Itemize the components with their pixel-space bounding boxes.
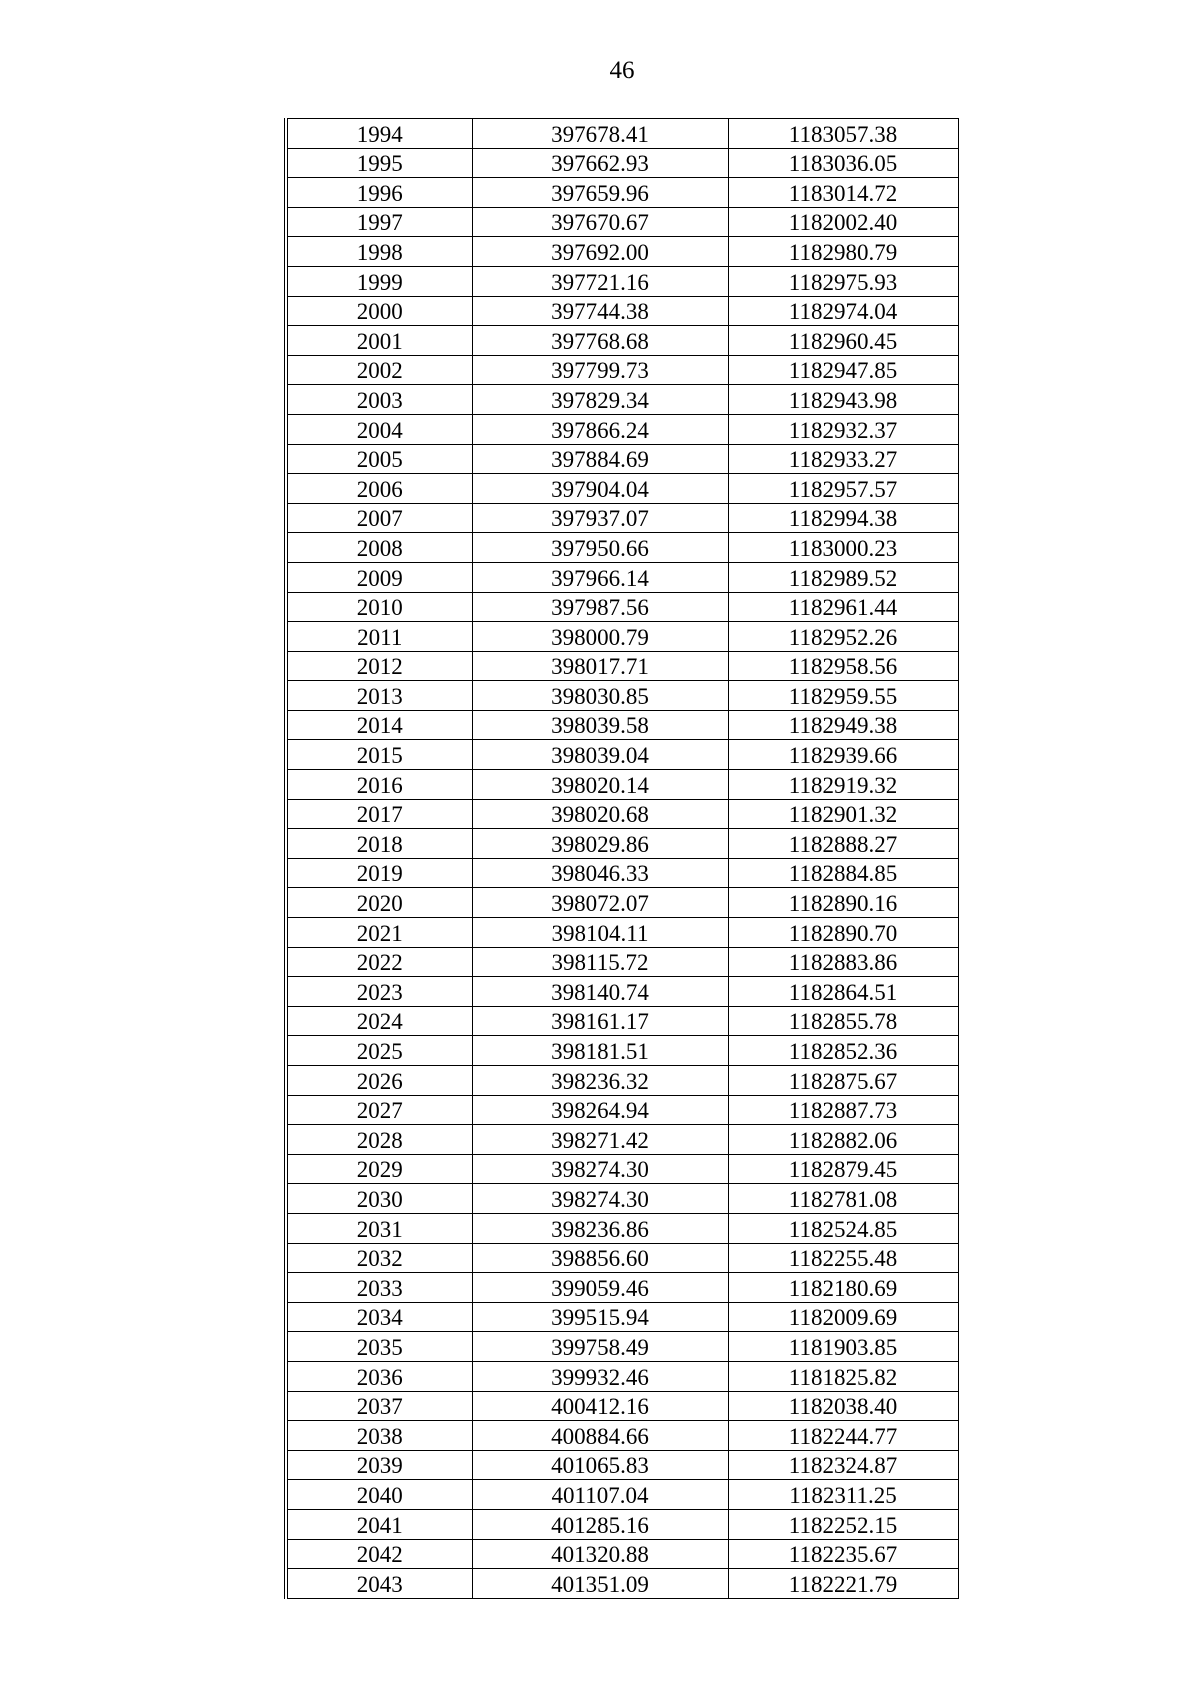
point-number-cell: 2020 bbox=[286, 888, 472, 918]
point-number-cell: 2003 bbox=[286, 385, 472, 415]
table-row bbox=[286, 740, 958, 770]
table-row bbox=[286, 710, 958, 740]
table-row bbox=[286, 355, 958, 385]
x-coordinate-cell: 398020.14 bbox=[472, 770, 728, 800]
point-number-cell: 2008 bbox=[286, 533, 472, 563]
point-number-cell: 2029 bbox=[286, 1154, 472, 1184]
table-row bbox=[286, 444, 958, 474]
point-number-cell: 1997 bbox=[286, 207, 472, 237]
table-row bbox=[286, 622, 958, 652]
point-number-cell: 2007 bbox=[286, 503, 472, 533]
point-number-cell: 2017 bbox=[286, 799, 472, 829]
point-number-cell: 2013 bbox=[286, 681, 472, 711]
table-row bbox=[286, 178, 958, 208]
point-number-cell: 2042 bbox=[286, 1539, 472, 1569]
y-coordinate-cell: 1182879.45 bbox=[728, 1154, 958, 1184]
x-coordinate-cell: 401320.88 bbox=[472, 1539, 728, 1569]
x-coordinate-cell: 398115.72 bbox=[472, 947, 728, 977]
table-row bbox=[286, 858, 958, 888]
y-coordinate-cell: 1181825.82 bbox=[728, 1361, 958, 1391]
table-row bbox=[286, 266, 958, 296]
point-number-cell: 2002 bbox=[286, 355, 472, 385]
x-coordinate-cell: 399758.49 bbox=[472, 1332, 728, 1362]
y-coordinate-cell: 1182890.70 bbox=[728, 918, 958, 948]
y-coordinate-cell: 1182882.06 bbox=[728, 1125, 958, 1155]
x-coordinate-cell: 398017.71 bbox=[472, 651, 728, 681]
x-coordinate-cell: 400884.66 bbox=[472, 1421, 728, 1451]
y-coordinate-cell: 1182939.66 bbox=[728, 740, 958, 770]
x-coordinate-cell: 398274.30 bbox=[472, 1154, 728, 1184]
x-coordinate-cell: 397950.66 bbox=[472, 533, 728, 563]
point-number-cell: 2024 bbox=[286, 1006, 472, 1036]
table-row bbox=[286, 474, 958, 504]
point-number-cell: 2043 bbox=[286, 1569, 472, 1599]
table-row bbox=[286, 385, 958, 415]
y-coordinate-cell: 1182884.85 bbox=[728, 858, 958, 888]
y-coordinate-cell: 1182975.93 bbox=[728, 266, 958, 296]
y-coordinate-cell: 1182864.51 bbox=[728, 977, 958, 1007]
y-coordinate-cell: 1182932.37 bbox=[728, 414, 958, 444]
table-row bbox=[286, 1036, 958, 1066]
y-coordinate-cell: 1182875.67 bbox=[728, 1066, 958, 1096]
y-coordinate-cell: 1182002.40 bbox=[728, 207, 958, 237]
table-row bbox=[286, 1391, 958, 1421]
x-coordinate-cell: 397884.69 bbox=[472, 444, 728, 474]
y-coordinate-cell: 1182957.57 bbox=[728, 474, 958, 504]
y-coordinate-cell: 1182960.45 bbox=[728, 326, 958, 356]
x-coordinate-cell: 397904.04 bbox=[472, 474, 728, 504]
point-number-cell: 2026 bbox=[286, 1066, 472, 1096]
x-coordinate-cell: 398039.04 bbox=[472, 740, 728, 770]
table-row bbox=[286, 977, 958, 1007]
table-row bbox=[286, 1539, 958, 1569]
y-coordinate-cell: 1182883.86 bbox=[728, 947, 958, 977]
x-coordinate-cell: 399515.94 bbox=[472, 1302, 728, 1332]
table-row bbox=[286, 1302, 958, 1332]
x-coordinate-cell: 398264.94 bbox=[472, 1095, 728, 1125]
y-coordinate-cell: 1182947.85 bbox=[728, 355, 958, 385]
y-coordinate-cell: 1182888.27 bbox=[728, 829, 958, 859]
table-row bbox=[286, 562, 958, 592]
point-number-cell: 1999 bbox=[286, 266, 472, 296]
point-number-cell: 2027 bbox=[286, 1095, 472, 1125]
x-coordinate-cell: 398181.51 bbox=[472, 1036, 728, 1066]
x-coordinate-cell: 397829.34 bbox=[472, 385, 728, 415]
table-row bbox=[286, 1480, 958, 1510]
x-coordinate-cell: 397721.16 bbox=[472, 266, 728, 296]
x-coordinate-cell: 398274.30 bbox=[472, 1184, 728, 1214]
table-row bbox=[286, 1332, 958, 1362]
y-coordinate-cell: 1183036.05 bbox=[728, 148, 958, 178]
table-row bbox=[286, 1509, 958, 1539]
table-row bbox=[286, 770, 958, 800]
y-coordinate-cell: 1182974.04 bbox=[728, 296, 958, 326]
table-row bbox=[286, 1213, 958, 1243]
table-row bbox=[286, 918, 958, 948]
table-row bbox=[286, 1273, 958, 1303]
point-number-cell: 2015 bbox=[286, 740, 472, 770]
table-row bbox=[286, 681, 958, 711]
table-row bbox=[286, 533, 958, 563]
point-number-cell: 1995 bbox=[286, 148, 472, 178]
point-number-cell: 2023 bbox=[286, 977, 472, 1007]
point-number-cell: 2028 bbox=[286, 1125, 472, 1155]
y-coordinate-cell: 1182933.27 bbox=[728, 444, 958, 474]
y-coordinate-cell: 1182855.78 bbox=[728, 1006, 958, 1036]
point-number-cell: 2025 bbox=[286, 1036, 472, 1066]
table-row bbox=[286, 414, 958, 444]
point-number-cell: 2030 bbox=[286, 1184, 472, 1214]
point-number-cell: 1994 bbox=[286, 119, 472, 149]
x-coordinate-cell: 398856.60 bbox=[472, 1243, 728, 1273]
x-coordinate-cell: 397866.24 bbox=[472, 414, 728, 444]
x-coordinate-cell: 397678.41 bbox=[472, 119, 728, 149]
x-coordinate-cell: 397937.07 bbox=[472, 503, 728, 533]
y-coordinate-cell: 1182311.25 bbox=[728, 1480, 958, 1510]
y-coordinate-cell: 1182952.26 bbox=[728, 622, 958, 652]
x-coordinate-cell: 397662.93 bbox=[472, 148, 728, 178]
x-coordinate-cell: 398236.32 bbox=[472, 1066, 728, 1096]
point-number-cell: 2014 bbox=[286, 710, 472, 740]
y-coordinate-cell: 1182980.79 bbox=[728, 237, 958, 267]
table-row bbox=[286, 1125, 958, 1155]
point-number-cell: 2001 bbox=[286, 326, 472, 356]
y-coordinate-cell: 1182943.98 bbox=[728, 385, 958, 415]
coordinate-table-body bbox=[286, 119, 958, 1599]
point-number-cell: 2034 bbox=[286, 1302, 472, 1332]
table-row bbox=[286, 1361, 958, 1391]
point-number-cell: 2035 bbox=[286, 1332, 472, 1362]
y-coordinate-cell: 1182038.40 bbox=[728, 1391, 958, 1421]
table-row bbox=[286, 326, 958, 356]
y-coordinate-cell: 1182252.15 bbox=[728, 1509, 958, 1539]
table-row bbox=[286, 148, 958, 178]
point-number-cell: 2036 bbox=[286, 1361, 472, 1391]
table-row bbox=[286, 1243, 958, 1273]
table-row bbox=[286, 1569, 958, 1599]
y-coordinate-cell: 1182180.69 bbox=[728, 1273, 958, 1303]
point-number-cell: 2041 bbox=[286, 1509, 472, 1539]
y-coordinate-cell: 1183000.23 bbox=[728, 533, 958, 563]
x-coordinate-cell: 398271.42 bbox=[472, 1125, 728, 1155]
table-row bbox=[286, 1066, 958, 1096]
x-coordinate-cell: 397659.96 bbox=[472, 178, 728, 208]
y-coordinate-cell: 1182919.32 bbox=[728, 770, 958, 800]
point-number-cell: 2037 bbox=[286, 1391, 472, 1421]
point-number-cell: 2039 bbox=[286, 1450, 472, 1480]
table-row bbox=[286, 1184, 958, 1214]
point-number-cell: 1998 bbox=[286, 237, 472, 267]
x-coordinate-cell: 399059.46 bbox=[472, 1273, 728, 1303]
x-coordinate-cell: 397768.68 bbox=[472, 326, 728, 356]
x-coordinate-cell: 398072.07 bbox=[472, 888, 728, 918]
table-row bbox=[286, 799, 958, 829]
y-coordinate-cell: 1182009.69 bbox=[728, 1302, 958, 1332]
x-coordinate-cell: 398020.68 bbox=[472, 799, 728, 829]
table-row bbox=[286, 1006, 958, 1036]
x-coordinate-cell: 398046.33 bbox=[472, 858, 728, 888]
y-coordinate-cell: 1182244.77 bbox=[728, 1421, 958, 1451]
x-coordinate-cell: 397670.67 bbox=[472, 207, 728, 237]
x-coordinate-cell: 397966.14 bbox=[472, 562, 728, 592]
y-coordinate-cell: 1182221.79 bbox=[728, 1569, 958, 1599]
y-coordinate-cell: 1182958.56 bbox=[728, 651, 958, 681]
x-coordinate-cell: 398039.58 bbox=[472, 710, 728, 740]
x-coordinate-cell: 398161.17 bbox=[472, 1006, 728, 1036]
y-coordinate-cell: 1182961.44 bbox=[728, 592, 958, 622]
y-coordinate-cell: 1182255.48 bbox=[728, 1243, 958, 1273]
x-coordinate-cell: 401107.04 bbox=[472, 1480, 728, 1510]
table-row bbox=[286, 207, 958, 237]
table-row bbox=[286, 296, 958, 326]
x-coordinate-cell: 398140.74 bbox=[472, 977, 728, 1007]
point-number-cell: 2005 bbox=[286, 444, 472, 474]
point-number-cell: 2006 bbox=[286, 474, 472, 504]
point-number-cell: 2022 bbox=[286, 947, 472, 977]
point-number-cell: 2019 bbox=[286, 858, 472, 888]
y-coordinate-cell: 1182324.87 bbox=[728, 1450, 958, 1480]
x-coordinate-cell: 397987.56 bbox=[472, 592, 728, 622]
y-coordinate-cell: 1182989.52 bbox=[728, 562, 958, 592]
x-coordinate-cell: 401351.09 bbox=[472, 1569, 728, 1599]
coordinate-table bbox=[284, 118, 959, 1599]
point-number-cell: 2031 bbox=[286, 1213, 472, 1243]
y-coordinate-cell: 1182959.55 bbox=[728, 681, 958, 711]
table-row bbox=[286, 1154, 958, 1184]
x-coordinate-cell: 399932.46 bbox=[472, 1361, 728, 1391]
point-number-cell: 2009 bbox=[286, 562, 472, 592]
y-coordinate-cell: 1182852.36 bbox=[728, 1036, 958, 1066]
point-number-cell: 2021 bbox=[286, 918, 472, 948]
x-coordinate-cell: 398029.86 bbox=[472, 829, 728, 859]
x-coordinate-cell: 398000.79 bbox=[472, 622, 728, 652]
y-coordinate-cell: 1182235.67 bbox=[728, 1539, 958, 1569]
x-coordinate-cell: 397799.73 bbox=[472, 355, 728, 385]
point-number-cell: 1996 bbox=[286, 178, 472, 208]
point-number-cell: 2011 bbox=[286, 622, 472, 652]
point-number-cell: 2032 bbox=[286, 1243, 472, 1273]
y-coordinate-cell: 1183057.38 bbox=[728, 119, 958, 149]
x-coordinate-cell: 397692.00 bbox=[472, 237, 728, 267]
table-row bbox=[286, 237, 958, 267]
table-row bbox=[286, 119, 958, 149]
x-coordinate-cell: 398030.85 bbox=[472, 681, 728, 711]
table-row bbox=[286, 503, 958, 533]
y-coordinate-cell: 1182781.08 bbox=[728, 1184, 958, 1214]
table-row bbox=[286, 1421, 958, 1451]
x-coordinate-cell: 401065.83 bbox=[472, 1450, 728, 1480]
y-coordinate-cell: 1182887.73 bbox=[728, 1095, 958, 1125]
y-coordinate-cell: 1182949.38 bbox=[728, 710, 958, 740]
point-number-cell: 2033 bbox=[286, 1273, 472, 1303]
point-number-cell: 2004 bbox=[286, 414, 472, 444]
table-row bbox=[286, 651, 958, 681]
point-number-cell: 2010 bbox=[286, 592, 472, 622]
point-number-cell: 2018 bbox=[286, 829, 472, 859]
point-number-cell: 2012 bbox=[286, 651, 472, 681]
table-row bbox=[286, 829, 958, 859]
page-number: 46 bbox=[609, 57, 635, 84]
point-number-cell: 2000 bbox=[286, 296, 472, 326]
point-number-cell: 2038 bbox=[286, 1421, 472, 1451]
y-coordinate-cell: 1182524.85 bbox=[728, 1213, 958, 1243]
y-coordinate-cell: 1181903.85 bbox=[728, 1332, 958, 1362]
table-row bbox=[286, 1450, 958, 1480]
table-row bbox=[286, 888, 958, 918]
x-coordinate-cell: 398236.86 bbox=[472, 1213, 728, 1243]
x-coordinate-cell: 397744.38 bbox=[472, 296, 728, 326]
y-coordinate-cell: 1182994.38 bbox=[728, 503, 958, 533]
y-coordinate-cell: 1182901.32 bbox=[728, 799, 958, 829]
y-coordinate-cell: 1182890.16 bbox=[728, 888, 958, 918]
table-row bbox=[286, 592, 958, 622]
table-row bbox=[286, 947, 958, 977]
x-coordinate-cell: 400412.16 bbox=[472, 1391, 728, 1421]
point-number-cell: 2040 bbox=[286, 1480, 472, 1510]
y-coordinate-cell: 1183014.72 bbox=[728, 178, 958, 208]
table-row bbox=[286, 1095, 958, 1125]
x-coordinate-cell: 398104.11 bbox=[472, 918, 728, 948]
point-number-cell: 2016 bbox=[286, 770, 472, 800]
x-coordinate-cell: 401285.16 bbox=[472, 1509, 728, 1539]
